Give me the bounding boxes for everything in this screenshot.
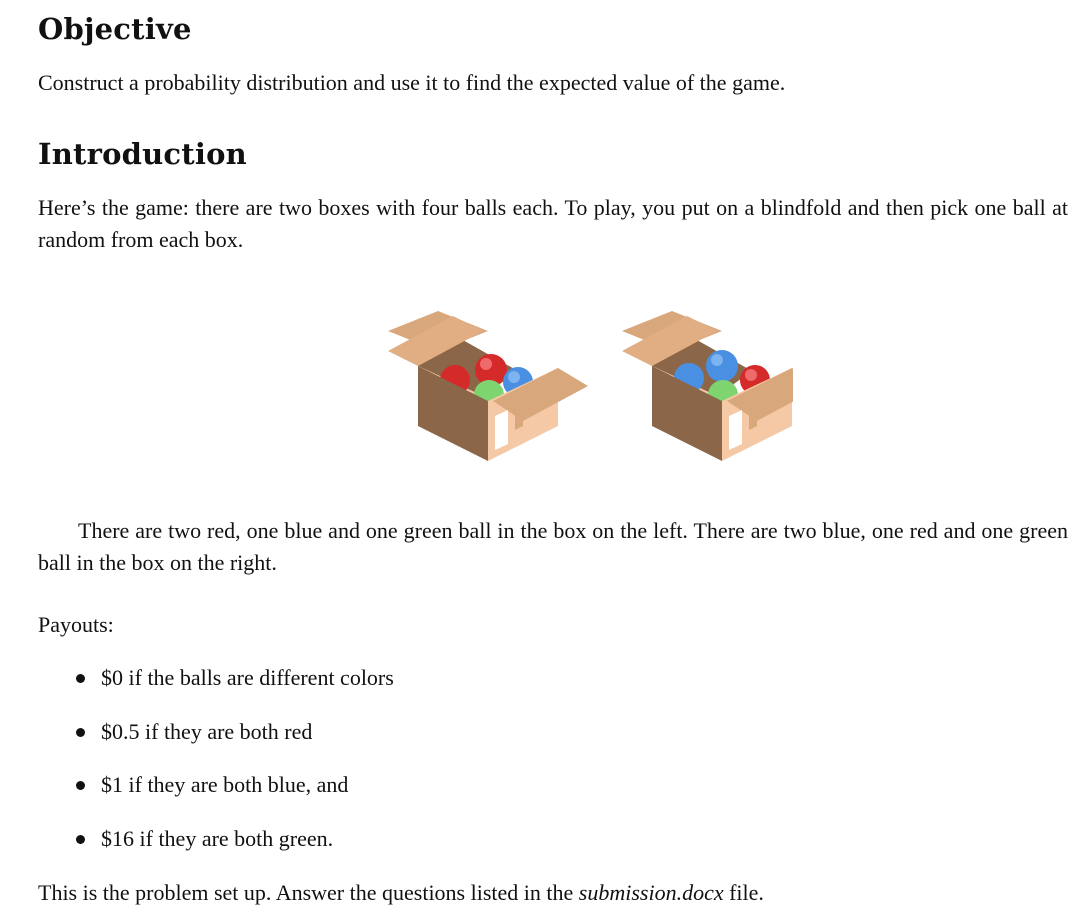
- bullet-icon: [76, 781, 85, 790]
- payout-item: [76, 769, 394, 823]
- payout-item: [76, 716, 394, 770]
- objective-heading: Objective: [38, 12, 192, 46]
- bullet-icon: [76, 835, 85, 844]
- payout-text: $16 if they are both green.: [101, 825, 334, 851]
- payouts-label: Payouts:: [38, 612, 114, 637]
- payout-text: $0 if the balls are different colors: [101, 665, 394, 690]
- payout-item: [76, 823, 394, 877]
- right-box-illustration: [622, 311, 793, 461]
- payout-text: $1 if they are both blue, and: [101, 772, 349, 797]
- final-text-before: This is the problem set up. Answer the questions listed in the: [38, 880, 579, 905]
- final-text-after: file.: [723, 880, 764, 905]
- boxes-figure: [343, 296, 793, 466]
- submission-file-name: submission.docx: [578, 880, 724, 905]
- introduction-heading: Introduction: [38, 137, 247, 171]
- bullet-icon: [76, 728, 85, 737]
- boxes-description: There are two red, one blue and one green ball in the box on the left. There are two blue, one red and one green ball in the box on the right.: [38, 518, 1068, 575]
- bullet-icon: [76, 674, 85, 683]
- payout-list: [76, 662, 394, 876]
- introduction-text: Here’s the game: there are two boxes with four balls each. To play, you put on a blindfold and then pick one ball at random from each box.: [38, 195, 1068, 252]
- payout-text: $0.5 if they are both red: [101, 718, 313, 744]
- final-instruction: [38, 877, 764, 909]
- payout-item: [76, 662, 394, 716]
- left-box-illustration: [388, 311, 588, 461]
- objective-text: Construct a probability distribution and use it to find the expected value of the game.: [38, 70, 786, 95]
